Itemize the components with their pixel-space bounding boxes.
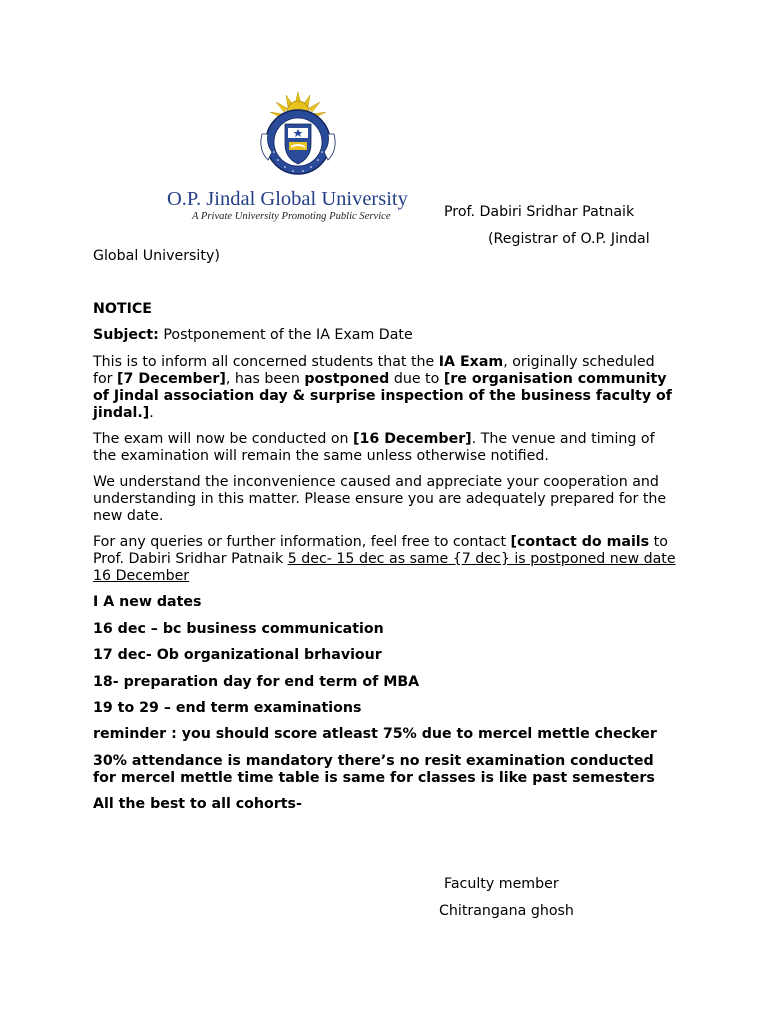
paragraph-new-date [93,431,678,465]
header-title-line1: (Registrar of O.P. Jindal [488,231,650,247]
schedule-item: 19 to 29 – end term examinations [93,700,362,716]
signature-name: Chitrangana ghosh [439,903,574,919]
subject-label: Subject: [93,327,159,343]
paragraph-apology: We understand the inconvenience caused and appreciate your cooperation and understanding in this matter. Please ensure you are adequately prepared for the new date. [93,474,667,524]
schedule-item: 18- preparation day for end term of MBA [93,674,420,690]
crest-icon [256,90,340,186]
p1-bold-exam: IA Exam [438,354,504,370]
signature-role: Faculty member [444,876,559,892]
p1-bold-postponed: postponed [304,371,390,387]
p4-bold-contact: [contact do mails [510,534,650,550]
p1-text-3: , has been [225,371,305,387]
header-title-line2: Global University) [93,248,220,264]
reminder-line: reminder : you should score atleast 75% due to mercel mettle checker [93,726,657,742]
p1-bold-date: [7 December] [117,371,226,387]
attendance-note: 30% attendance is mandatory there’s no resit examination conducted for mercel mettle time table is same for classes is like past semesters [93,753,655,786]
paragraph-contact [93,534,678,585]
university-name: O.P. Jindal Global University [167,188,408,210]
subject-text: Postponement of the IA Exam Date [158,327,413,343]
schedule-item: 16 dec – bc business communication [93,621,384,637]
p1-bold-reason: [re organisation community of Jindal association day & surprise inspection of the business faculty of jindal.] [93,371,672,421]
header-name: Prof. Dabiri Sridhar Patnaik [444,204,635,220]
schedule-item: 17 dec- Ob organizational brhaviour [93,647,382,663]
university-logo [160,88,432,230]
notice-heading: NOTICE [93,301,152,317]
schedule-heading: I A new dates [93,594,202,610]
p4-text-1: For any queries or further information, feel free to contact [93,534,511,550]
university-tagline: A Private University Promoting Public Service [192,211,391,222]
closing-line: All the best to all cohorts- [93,796,302,812]
p4-underline-dates: 5 dec- 15 dec as same {7 dec} is postponed new date 16 December [93,551,676,584]
p1-text-2: , originally scheduled for [93,354,655,387]
p1-text-5: . [149,405,154,421]
p2-bold-date: [16 December] [353,431,472,447]
p1-text-1: This is to inform all concerned students that the [93,354,439,370]
paragraph-announcement [93,354,678,422]
p2-text-1: The exam will now be conducted on [93,431,354,447]
p4-text-2: to Prof. Dabiri Sridhar Patnaik [93,534,668,567]
p2-text-2: . The venue and timing of the examination will remain the same unless otherwise notified. [93,431,655,464]
subject-line [93,327,413,344]
p1-text-4: due to [389,371,444,387]
